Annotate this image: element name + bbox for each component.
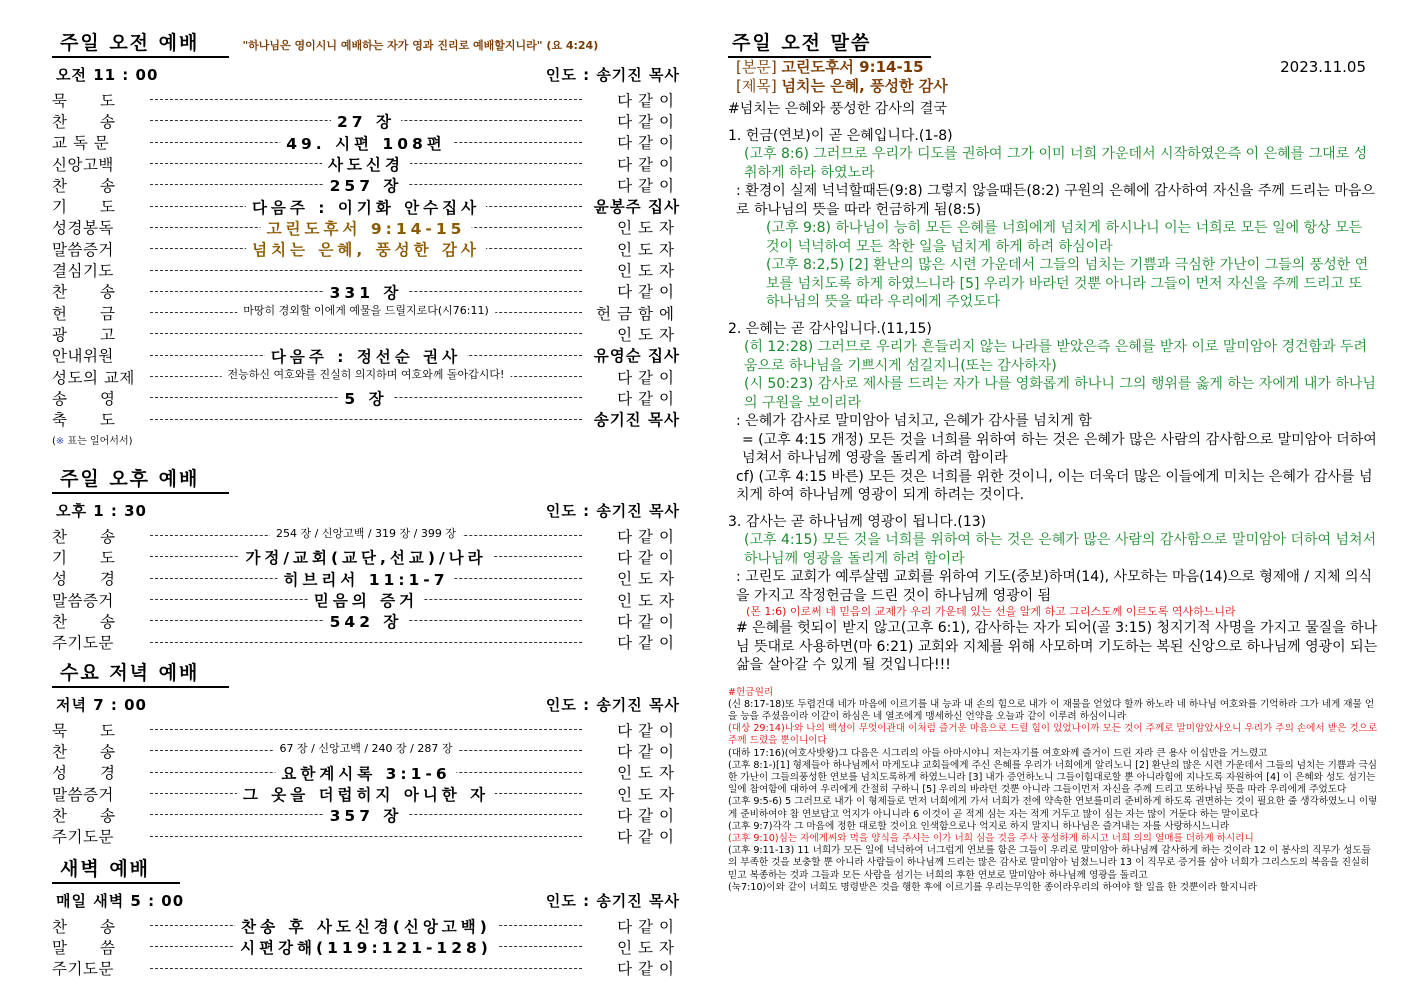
sermon-notes [728,28,1380,894]
bonmun-value: 고린도후서 9:14-15 [781,58,924,76]
row-leader-line [148,958,584,979]
row-leader-line [148,804,584,825]
wednesday-rows [52,719,680,847]
service-row [52,958,680,979]
row-leader-line [148,345,584,366]
wednesday-time-row [56,694,680,715]
service-row [52,762,680,783]
row-performer: 다같이 [617,548,680,567]
row-performer: 다같이 [617,960,680,979]
point1-heading: 1. 헌금(연보)이 곧 은혜입니다.(1-8) [728,127,953,144]
row-label: 결심기도 [52,262,114,281]
point2-verse1: (히 12:28) 그러므로 우리가 흔들리지 않는 나라를 받았은즉 은혜를 받자 이로 말미암아 경건함과 두려움으로 하나님을 기쁘시게 섬길지니(또는 감사하자) [744,339,1368,374]
row-label: 찬 송 [52,612,116,631]
row-leader-line [148,302,584,323]
service-row [52,110,680,131]
service-row [52,366,680,387]
offering-verse: (고후 9:5-6) 5 그러므로 내가 이 형제들로 먼저 너희에게 가서 너희가 전에 약속한 연보를미리 준비하게 하도록 권면하는 것이 필요한 줄 생각하였노니 이렇게 준비하여야 참 연보답고 억지가 아니니라 6 이것이 곧 적게 심는 자는 적게 거두고 많이 심는 자는 많이 거둔다 하는 말이로다 [728,796,1378,820]
service-row [52,259,680,280]
row-label: 신앙고백 [52,155,114,174]
row-leader-line [148,783,584,804]
row-content: 다음주 : 정선순 권사 [265,345,467,367]
afternoon-time-row [56,500,680,521]
row-leader-line [148,589,584,610]
dawn-leader: 인도 : 송기진 목사 [545,892,680,910]
row-content: 전능하신 여호와를 진실히 의지하며 여호와께 돌아갑시다! [222,366,511,382]
service-row [52,589,680,610]
morning-rows [52,89,680,430]
dawn-service [52,854,680,979]
jemok-tag: [제목] [736,77,777,95]
row-leader-line [148,323,584,344]
row-label: 말씀증거 [52,785,114,804]
service-row [52,153,680,174]
row-leader-line [148,387,584,408]
row-label: 축 도 [52,411,116,430]
service-row [52,387,680,408]
row-performer: 인도자 [617,240,680,259]
row-leader-line [148,281,584,302]
service-row [52,174,680,195]
row-leader-line [148,826,584,847]
row-label: 찬 송 [52,806,116,825]
service-row [52,915,680,936]
row-content: 다음주 : 이기화 안수집사 [246,196,486,218]
row-leader-line [148,196,584,217]
point3-text1: : 고린도 교회가 예루살렘 교회를 위하여 기도(중보)하며(14), 사모하는 마음(14)으로 형제애 / 지체 의식을 가지고 작정헌금을 드린 것이 하나님께 영광이 됨 [736,569,1373,604]
row-content: 331 장 [324,281,409,303]
service-row [52,302,680,323]
row-leader-line [148,632,584,653]
row-performer: 다같이 [617,634,680,653]
row-content: 그 옷을 더럽히지 아니한 자 [237,783,495,805]
morning-title: 주일 오전 예배 [52,28,229,58]
row-leader-line [148,217,584,238]
service-row [52,825,680,846]
row-content: 시편강해(119:121-128) [234,936,498,958]
service-row [52,89,680,110]
row-label: 찬 송 [52,176,116,195]
row-label: 헌 금 [52,304,116,323]
conclusion-heading: #넘치는 은혜와 풍성한 감사의 결국 [728,101,947,117]
row-label: 기 도 [52,548,116,567]
service-row [52,631,680,652]
row-leader-line [148,568,584,589]
offering-verse: (고후 9:7)각각 그 마음에 정한 대로할 것이요 인색함으로나 억지로 하지 말지니 하나님은 즐겨내는 자를 사랑하시느니라 [728,820,1230,832]
service-row [52,238,680,259]
row-performer: 인도자 [617,325,680,344]
row-performer: 다같이 [617,828,680,847]
row-label: 성경봉독 [52,219,114,238]
row-content: 믿음의 증거 [308,589,424,611]
row-label: 묵 도 [52,721,116,740]
row-label: 성 경 [52,570,116,589]
service-row [52,217,680,238]
row-performer: 다같이 [617,612,680,631]
offering-verse: (고후 8:1-)[1] 형제들아 하나님께서 마게도냐 교회들에게 주신 은혜를 우리가 너희에게 알리노니 [2] 환난의 많은 시련 가운데서 그들의 넘치는 기쁨과 극심한 가난이 그들의풍성한 연보를 넘치도록하게 하였느니라 [3] 내가 증언하노니 그들이힘대로할 뿐 아니라힘에 지나도록 자원하여 [4] 이 은혜와 성도 섬기는 일에 참여함에 대하여 우리에게 간절히 구하니 [5] 우리의 바라던 것뿐 아니라 그들이먼저 자신을 주께 드리고 또하나님 뜻을 따라 우리에게 주었도다 [728,759,1378,796]
row-performer: 다같이 [617,112,680,131]
row-performer: 송기진 목사 [593,411,680,430]
row-label: 찬 송 [52,283,116,302]
service-row [52,568,680,589]
row-label: 말씀증거 [52,591,114,610]
row-performer: 인도자 [617,219,680,238]
point1-verse3: (고후 8:2,5) [2] 환난의 많은 시련 가운데서 그들의 넘치는 기쁨과 극심한 가난이 그들의 풍성한 연보를 넘치도록 하게 하였느니라 [5] 우리가 바라던 것뿐 아니라 그들이 먼저 자신을 주께 드리고 또 하나님의 뜻을 따라 우리에게 주었도다 [766,257,1369,310]
afternoon-rows [52,525,680,653]
service-row [52,804,680,825]
standing-note: (※ 표는 일어서서) [52,435,133,447]
row-performer: 윤봉주 집사 [593,198,680,217]
row-performer: 다같이 [617,721,680,740]
row-performer: 인도자 [617,785,680,804]
row-leader-line [148,610,584,631]
row-performer: 유영순 집사 [593,347,680,366]
service-row [52,195,680,216]
row-label: 찬 송 [52,112,116,131]
point2-text1: : 은혜가 감사로 말미암아 넘치고, 은혜가 감사를 넘치게 함 [736,413,1092,429]
row-leader-line [148,409,584,430]
row-leader-line [148,260,584,281]
morning-verse: "하나님은 영이시니 예배하는 자가 영과 진리로 예배할지니라" (요 4:24) [242,39,599,52]
offering-verse: (대하 17:16)(여호사밧왕)그 다음은 시그리의 아들 아마시야니 저는자기를 여호와께 즐거이 드린 자라 큰 용사 이십만을 거느렸고 [728,747,1268,759]
row-performer: 다같이 [617,283,680,302]
row-performer: 다같이 [617,91,680,110]
jemok-value: 넘치는 은혜, 풍성한 감사 [781,77,948,95]
row-performer: 다같이 [617,176,680,195]
row-content: 마땅히 경외할 이에게 예물을 드릴지로다(시76:11) [237,302,495,318]
row-content: 254 장 / 신앙고백 / 319 장 / 399 장 [270,525,462,541]
row-leader-line [148,546,584,567]
service-row [52,132,680,153]
row-label: 찬 송 [52,742,116,761]
row-label: 성도의 교제 [52,368,135,387]
row-content: 27 장 [331,110,401,132]
afternoon-leader: 인도 : 송기진 목사 [545,502,680,520]
wednesday-time: 저녁 7 : 00 [56,696,147,714]
point3-heading: 3. 감사는 곧 하나님께 영광이 됩니다.(13) [728,513,987,530]
service-row [52,546,680,567]
point1-verse1: (고후 8:6) 그러므로 우리가 디도를 권하여 그가 이미 너희 가운데서 시작하였은즉 이 은혜를 그대로 성취하게 하라 하였노라 [744,146,1368,181]
row-leader-line [148,719,584,740]
service-row [52,281,680,302]
afternoon-time: 오후 1 : 30 [56,502,147,520]
row-leader-line [148,366,584,387]
afternoon-service [52,464,680,653]
row-content: 넘치는 은혜, 풍성한 감사 [246,238,486,260]
row-content: 257 장 [324,174,409,196]
dawn-rows [52,915,680,979]
dawn-title: 새벽 예배 [52,854,180,884]
row-performer: 인도자 [617,262,680,281]
bonmun-tag: [본문] [736,58,777,76]
offering-verse: (대상 29:14)나와 나의 백성이 무엇이관대 이처럼 즐거운 마음으로 드릴 힘이 있었나이까 모든 것이 주께로 말미암았사오니 우리가 주의 손에서 받은 것으로 주께 드렸을 뿐이니이다 [728,723,1378,747]
point2-verse2: (시 50:23) 감사로 제사를 드리는 자가 나를 영화롭게 하나니 그의 행위를 옳게 하는 자에게 내가 하나님의 구원을 보이리라 [744,376,1376,411]
row-label: 찬 송 [52,527,116,546]
morning-time: 오전 11 : 00 [56,66,159,84]
row-leader-line [148,740,584,761]
row-label: 안내위원 [52,347,114,366]
service-row [52,345,680,366]
point2-text3: cf) (고후 4:15 바른) 모든 것은 너희를 위한 것이니, 이는 더욱더 많은 이들에게 미치는 은혜가 감사를 넘치게 하여 하나님께 영광이 되게 하려는 것이다. [736,468,1373,503]
row-leader-line [148,153,584,174]
row-leader-line [148,110,584,131]
row-label: 광 고 [52,325,116,344]
row-content: 5 장 [338,387,393,409]
row-content: 히브리서 11:1-7 [277,568,454,590]
row-performer: 다같이 [617,742,680,761]
service-row [52,408,680,429]
row-label: 주기도문 [52,960,114,979]
wednesday-title: 수요 저녁 예배 [52,658,229,688]
point3-verse2: (몬 1:6) 이로써 네 믿음의 교제가 우리 가운데 있는 선을 알게 하고 그리스도께 이르도록 역사하느니라 [746,605,1236,618]
row-label: 교 독 문 [52,134,110,153]
row-content: 요한계시록 3:1-6 [275,762,456,784]
row-performer: 인도자 [617,938,680,957]
row-content: 49. 시편 108편 [280,132,452,154]
point3-text2: # 은혜를 헛되이 받지 않고(고후 6:1), 감사하는 자가 되어(골 3:15) 청지기적 사명을 가지고 물질을 하나님 뜻대로 사용하면(마 6:21) 교회와 지체를 위해 사모하며 기도하는 복된 신앙으로 하나님께 영광이 되는 삶을 살아갈 수 있게 될 것입니다!!! [736,620,1378,673]
row-label: 기 도 [52,198,116,217]
note-text: 표는 일어서서 [67,435,129,447]
point2-heading: 2. 은혜는 곧 감사입니다.(11,15) [728,320,932,337]
service-row [52,936,680,957]
offering-verse: (고후 9:11-13) 11 너희가 모든 일에 넉넉하여 너그럽게 연보를 함은 그들이 우리로 말미암아 하나님께 감사하게 하는 것이라 12 이 봉사의 직무가 성도들의 부족한 것을 보충할 뿐 아니라 사람들이 하나님께 드리는 많은 감사로 말미암아 넘쳤느니라 13 이 직무로 증거를 삼아 너희가 그리스도의 복음을 진실히 믿고 복종하는 것과 그들과 모든 사람을 섬기는 너희의 후한 연보로 말미암아 하나님께 영광을 돌리고 [728,845,1371,881]
row-label: 찬 송 [52,917,116,936]
afternoon-title: 주일 오후 예배 [52,464,229,494]
dawn-time: 매일 새벽 5 : 00 [56,892,185,910]
jemok-line [736,77,1380,96]
point1-verse2: (고후 9:8) 하나님이 능히 모든 은혜를 너희에게 넘치게 하시나니 이는 너희로 모든 일에 항상 모든 것이 넉넉하여 모든 착한 일을 넘치게 하게 하려 하심이라 [766,220,1363,255]
offering-verse: (눅7:10)이와 같이 너희도 명령받은 것을 행한 후에 이르기를 우리는무익한 종이라우리의 하여야 할 일을 한 것뿐이라 할지니라 [728,881,1257,893]
row-leader-line [148,174,584,195]
row-performer: 다같이 [617,527,680,546]
row-leader-line [148,238,584,259]
row-performer: 인도자 [617,764,680,783]
row-leader-line [148,762,584,783]
point2-text2: = (고후 4:15 개정) 모든 것을 너희를 위하여 하는 것은 은혜가 많은 사람의 감사함으로 말미암아 더하여 넘쳐서 하나님께 영광을 돌리게 하려 함이라 [742,431,1377,466]
offering-verse: (고후 9:10)심는 자에게씨와 먹을 양식을 주시는 이가 너희 심을 것을 주사 풍성하게 하시고 너희 의의 열매를 더하게 하시리니 [728,832,1254,844]
morning-time-row [56,64,680,85]
offering-verse: (신 8:17-18)또 두렵건대 네가 마음에 이르기를 내 능과 내 손의 힘으로 내가 이 재물을 얻었다 할까 하노라 네 하나님 여호와를 기억하라 그가 네게 재물 얻을 능을 주셨음이라 이같이 하심은 네 열조에게 맹세하신 언약을 오늘과 같이 이루려 하심이니라 [728,698,1375,722]
row-label: 말씀증거 [52,240,114,259]
row-label: 말 씀 [52,938,116,957]
point1-text1: : 환경이 실제 넉넉할때든(9:8) 그렇지 않을때든(8:2) 구원의 은혜에 감사하여 자신을 주께 드리는 마음으로 하나님의 뜻을 따라 헌금하게 됨(8:5) [736,183,1375,218]
row-performer: 다같이 [617,155,680,174]
row-leader-line [148,915,584,936]
row-performer: 다같이 [617,134,680,153]
sermon-date: 2023.11.05 [1280,58,1366,76]
row-content: 가정/교회(교단,선교)/나라 [239,546,492,568]
row-performer: 다같이 [617,389,680,408]
offering-heading: #헌금원리 [728,686,774,698]
row-leader-line [148,89,584,110]
wednesday-leader: 인도 : 송기진 목사 [545,696,680,714]
note-symbol: ※ [55,435,65,447]
row-performer: 헌금함에 [596,304,680,323]
row-label: 묵 도 [52,91,116,110]
row-label: 주기도문 [52,634,114,653]
service-row [52,610,680,631]
service-row [52,525,680,546]
row-leader-line [148,132,584,153]
row-label: 성 경 [52,764,116,783]
row-content: 542 장 [324,610,409,632]
row-performer: 다같이 [617,917,680,936]
row-performer: 인도자 [617,570,680,589]
row-leader-line [148,936,584,957]
row-content: 67 장 / 신앙고백 / 240 장 / 287 장 [274,740,459,756]
offering-list [728,699,1380,894]
row-performer: 인도자 [617,591,680,610]
service-row [52,740,680,761]
row-leader-line [148,525,584,546]
row-content: 찬송 후 사도신경(신앙고백) [235,915,497,937]
morning-service [52,28,680,447]
row-label: 송 영 [52,389,116,408]
service-row [52,719,680,740]
row-content: 고린도후서 9:14-15 [261,217,472,239]
row-performer: 다같이 [617,368,680,387]
row-performer: 다같이 [617,806,680,825]
service-row [52,323,680,344]
point3-verse1: (고후 4:15) 모든 것을 너희를 위하여 하는 것은 은혜가 많은 사람의 감사함으로 말미암아 더하여 넘쳐서 하나님께 영광을 돌리게 하려 함이라 [744,532,1377,567]
row-label: 주기도문 [52,828,114,847]
dawn-time-row [56,890,680,911]
row-content: 357 장 [324,804,409,826]
row-content: 사도신경 [322,153,410,175]
morning-leader: 인도 : 송기진 목사 [545,66,680,84]
service-row [52,783,680,804]
sermon-title: 주일 오전 말씀 [728,28,931,58]
wednesday-service [52,658,680,847]
